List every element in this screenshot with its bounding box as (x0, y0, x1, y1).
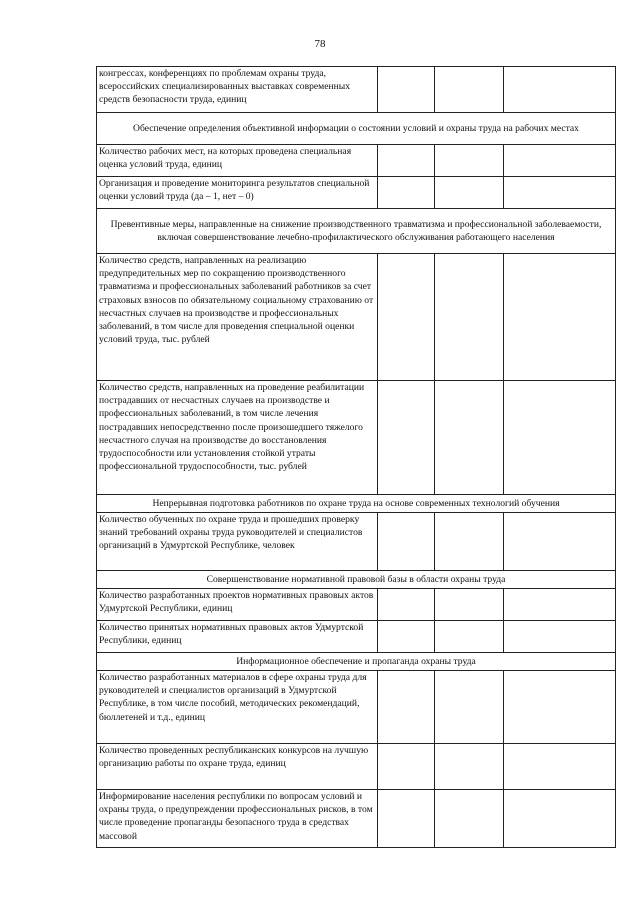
section-heading: Непрерывная подготовка работников по охране труда на основе современных технологий обучения (97, 495, 616, 513)
value-cell (504, 254, 616, 381)
indicator-label: Количество средств, направленных на реализацию предупредительных мер по сокращению производственного травматизма и профессиональных заболеваний работников за счет страховых взносов по обязательному социальному страхованию от несчастных случаев на производстве и профессиональных заболеваний, в том числе для проведения специальной оценки условий труда, тыс. рублей (97, 254, 378, 381)
value-cell (378, 589, 435, 621)
value-cell (504, 67, 616, 113)
table-row (97, 589, 616, 621)
table-row (97, 790, 616, 848)
value-cell (504, 589, 616, 621)
value-cell (378, 145, 435, 177)
value-cell (435, 513, 504, 571)
value-cell (378, 67, 435, 113)
value-cell (504, 513, 616, 571)
section-heading: Совершенствование нормативной правовой базы в области охраны труда (97, 571, 616, 589)
indicator-label: Информирование населения республики по вопросам условий и охраны труда, о предупреждении профессиональных рисков, в том числе проведение пропаганды безопасного труда в средствах массовой (97, 790, 378, 848)
value-cell (378, 177, 435, 209)
table-row (97, 621, 616, 653)
value-cell (435, 621, 504, 653)
indicators-table (96, 66, 616, 848)
indicator-label: Организация и проведение мониторинга результатов специальной оценки условий труда (да – 1, нет – 0) (97, 177, 378, 209)
value-cell (504, 177, 616, 209)
indicator-label: Количество принятых нормативных правовых актов Удмуртской Республики, единиц (97, 621, 378, 653)
value-cell (504, 790, 616, 848)
value-cell (435, 744, 504, 790)
value-cell (435, 589, 504, 621)
value-cell (378, 790, 435, 848)
value-cell (435, 177, 504, 209)
value-cell (435, 381, 504, 495)
table-row (97, 513, 616, 571)
table-row (97, 381, 616, 495)
table-row (97, 744, 616, 790)
value-cell (378, 513, 435, 571)
value-cell (435, 67, 504, 113)
section-heading: Превентивные меры, направленные на снижение производственного травматизма и профессиональной заболеваемости, включая совершенствование лечебно-профилактического обслуживания работающего населения (97, 209, 616, 254)
table-row (97, 254, 616, 381)
indicator-label: Количество проведенных республиканских конкурсов на лучшую организацию работы по охране труда, единиц (97, 744, 378, 790)
table-row (97, 671, 616, 744)
page-number: 78 (314, 38, 326, 50)
table-row (97, 145, 616, 177)
section-row (97, 653, 616, 671)
value-cell (504, 621, 616, 653)
section-row (97, 113, 616, 145)
value-cell (435, 790, 504, 848)
value-cell (378, 381, 435, 495)
indicator-label: Количество разработанных проектов нормативных правовых актов Удмуртской Республики, единиц (97, 589, 378, 621)
section-heading: Информационное обеспечение и пропаганда охраны труда (97, 653, 616, 671)
value-cell (504, 744, 616, 790)
table-row (97, 177, 616, 209)
section-heading: Обеспечение определения объективной информации о состоянии условий и охраны труда на рабочих местах (97, 113, 616, 145)
value-cell (378, 621, 435, 653)
indicator-label: Количество средств, направленных на проведение реабилитации пострадавших от несчастных случаев на производстве и профессиональных заболеваний, в том числе лечения пострадавших непосредственно после произошедшего тяжелого несчастного случая на производстве до восстановления трудоспособности или установления стойкой утраты профессиональной трудоспособности, тыс. рублей (97, 381, 378, 495)
indicator-label: Количество разработанных материалов в сфере охраны труда для руководителей и специалистов организаций в Удмуртской Республике, в том числе пособий, методических рекомендаций, бюллетеней и т.д., единиц (97, 671, 378, 744)
section-row (97, 209, 616, 254)
value-cell (378, 254, 435, 381)
value-cell (378, 671, 435, 744)
indicator-label: Количество обученных по охране труда и прошедших проверку знаний требований охраны труда руководителей и специалистов организаций в Удмуртской Республике, человек (97, 513, 378, 571)
indicator-label: Количество рабочих мест, на которых проведена специальная оценка условий труда, единиц (97, 145, 378, 177)
section-row (97, 495, 616, 513)
value-cell (435, 254, 504, 381)
table-row (97, 67, 616, 113)
value-cell (504, 145, 616, 177)
value-cell (504, 671, 616, 744)
section-row (97, 571, 616, 589)
value-cell (378, 744, 435, 790)
value-cell (435, 145, 504, 177)
value-cell (504, 381, 616, 495)
indicator-label: конгрессах, конференциях по проблемам охраны труда, всероссийских специализированных выставках современных средств безопасности труда, единиц (97, 67, 378, 113)
value-cell (435, 671, 504, 744)
